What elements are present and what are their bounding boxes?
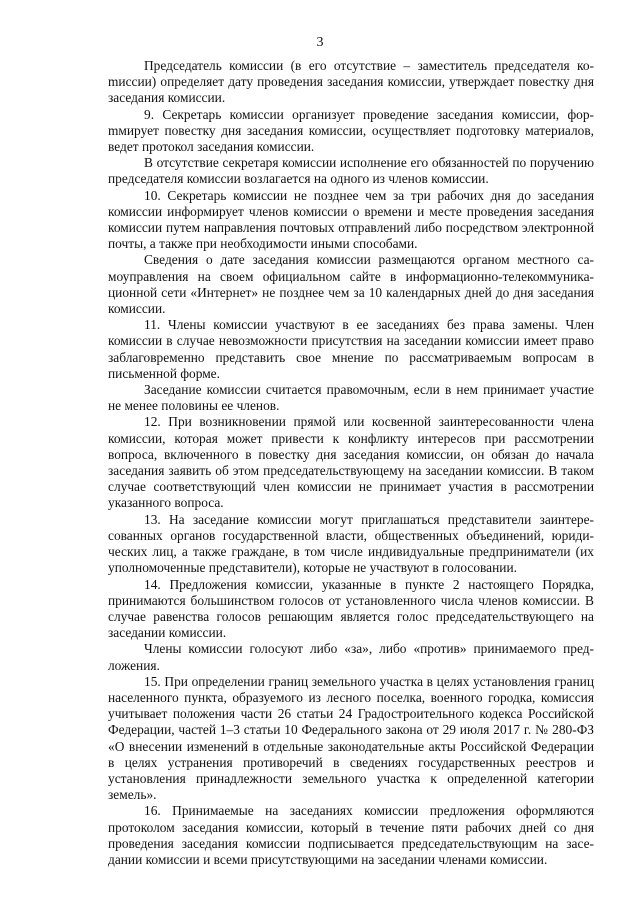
paragraph-secretary-absence: В отсутствие секретаря комиссии исполнение его обязанностей по поручению председателя комиссии возлагается на одного из членов комиссии.	[108, 155, 594, 187]
document-body	[108, 58, 594, 868]
paragraph-item-15: 15. При определении границ земельного участка в целях установления границ населенного пункта, образуемого из лесного поселка, военного городка, комиссия учитывает положения части 26 статьи 24 Градостроительного кодекса Российской Федерации, частей 1–3 статьи 10 Федерального закона от 29 июля 2017 г. № 280-ФЗ «О внесении изменений в отдельные законодательные акты Российской Федерации в целях устранения противоречий в сведениях государственных реестров и установления принадлежности земельного участка к определенной категории земель».	[108, 673, 594, 803]
paragraph-item-11: 11. Члены комиссии участвуют в ее заседаниях без права замены. Член комиссии в случае невозможности присутствия на заседании комиссии имеет право заблаговременно представить свое мнение по рассматриваемым вопросам в письменной форме.	[108, 317, 594, 381]
paragraph-item-16: 16. Принимаемые на заседаниях комиссии предложения оформляются протоколом заседания комиссии, который в течение пяти рабочих дней со дня проведения заседания комиссии подписывается председательствующим на заседании комиссии и всеми присутствующими на заседании членами комиссии.	[108, 803, 594, 867]
paragraph-item-12: 12. При возникновении прямой или косвенной заинтересованности члена комиссии, которая может привести к конфликту интересов при рассмотрении вопроса, включенного в повестку дня заседания комиссии, он обязан до начала заседания заявить об этом председательствующему на заседании комиссии. В таком случае соответствующий член комиссии не принимает участия в рассмотрении указанного вопроса.	[108, 414, 594, 511]
paragraph-item-13: 13. На заседание комиссии могут приглашаться представители заинтересованных органов государственной власти, общественных объединений, юридических лиц, а также граждане, в том числе индивидуальные предприниматели (их уполномоченные представители), которые не участвуют в голосовании.	[108, 511, 594, 576]
paragraph-meeting-date-publication: Сведения о дате заседания комиссии размещаются органом местного самоуправления на своем официальном сайте в информационно-телекоммуникационной сети «Интернет» не позднее чем за 10 календарных дней до дня заседания комиссии.	[108, 252, 594, 317]
paragraph-item-14: 14. Предложения комиссии, указанные в пункте 2 настоящего Порядка, принимаются большинством голосов от установленного числа членов комиссии. В случае равенства голосов решающим является голос председательствующего на заседании комиссии.	[108, 576, 594, 641]
page-number: 3	[316, 35, 324, 50]
paragraph-voting: Члены комиссии голосуют либо «за», либо «против» принимаемого предложения.	[108, 641, 594, 673]
paragraph-quorum: Заседание комиссии считается правомочным, если в нем принимает участие не менее половины ее членов.	[108, 382, 594, 414]
paragraph-chairman-date: Председатель комиссии (в его отсутствие – заместитель председателя коmиссии) определяет дату проведения заседания комиссии, утверждает повестку дня заседания комиссии.	[108, 58, 594, 106]
paragraph-item-10: 10. Секретарь комиссии не позднее чем за три рабочих дня до заседания комиссии информирует членов комиссии о времени и месте проведения заседания комиссии путем направления почтовых отправлений либо посредством электронной почты, а также при необходимости иными способами.	[108, 187, 594, 252]
paragraph-item-9: 9. Секретарь комиссии организует проведение заседания комиссии, форmмирует повестку дня заседания комиссии, осуществляет подготовку материалов, ведет протокол заседания комиссии.	[108, 106, 594, 155]
